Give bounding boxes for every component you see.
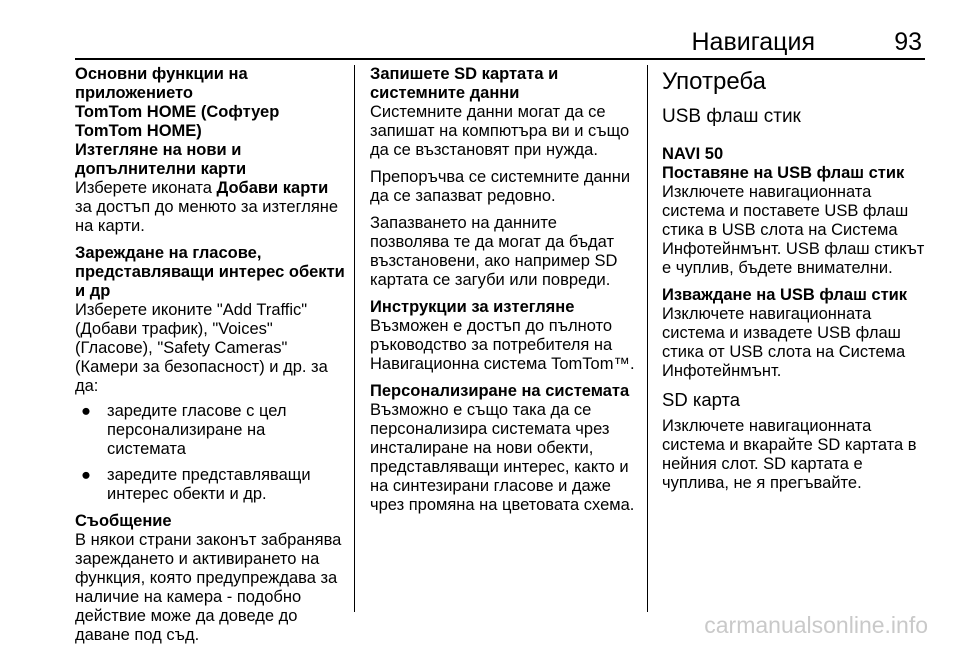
paragraph-personalize: Възможно е също така да се персонализира системата чрез инсталиране на нови обекти, представляващи интерес, както и на синтезирани гласове и даже чрез промяна на цветовата схема. (370, 401, 635, 514)
heading-navi-50: NAVI 50 (662, 145, 724, 163)
add-maps-label: Добави карти (216, 179, 329, 197)
column-divider (647, 65, 648, 612)
paragraph-icons: Изберете иконите "Add Traffic" (Добави трафик), "Voices" (Гласове), "Safety Cameras" (Камери за безопасност) и др. за да: (75, 301, 328, 395)
paragraph-backup-2: Препоръчва се системните данни да се запазват редовно. (370, 168, 631, 205)
column-divider (354, 65, 355, 612)
paragraph-remove-usb: Изключете навигационната система и извадете USB флаш стика от USB слота на Система Инфотейнмънт. (662, 305, 906, 380)
heading-message: Съобщение (75, 512, 172, 530)
heading-remove-usb: Изваждане на USB флаш стик (662, 286, 908, 304)
paragraph-backup-3: Запазването на данните позволява те да могат да бъдат възстановени, ако например SD картата се загуби или повреди. (370, 214, 618, 289)
bullet-icon: ● (81, 402, 91, 420)
paragraph-download-manual: Възможен е достъп до пълното ръководство за потребителя на Навигационна система TomTom™. (370, 317, 635, 373)
paragraph-insert-usb: Изключете навигационната система и поставете USB флаш стика в USB слота на Система Инфотейнмънт. USB флаш стикът е чуплив, бъдете внимателни. (662, 183, 925, 277)
paragraph-download-maps: Изберете иконата Добави карти за достъп до менюто за изтегляне на карти. (75, 179, 339, 235)
heading-personalize: Персонализиране на системата (370, 382, 630, 400)
list-item: ● заредите гласове с цел персонализиране на системата (81, 402, 287, 458)
page-header (75, 10, 925, 60)
heading-tomtom-home: TomTom HOME (Софтуер TomTom HOME) (75, 103, 280, 140)
list-item: ● заредите представляващи интерес обекти и др. (81, 466, 311, 503)
column-1 (75, 65, 347, 645)
column-3 (662, 65, 927, 493)
heading-insert-usb: Поставяне на USB флаш стик (662, 164, 905, 182)
heading-usb-stick: USB флаш стик (662, 106, 801, 127)
watermark: carmanualsonline.info (704, 612, 928, 638)
heading-sd-card: SD карта (662, 389, 741, 410)
bullet-list (75, 402, 347, 504)
bullet-icon: ● (81, 466, 91, 484)
header-rule (75, 58, 925, 60)
section-title: Навигация (691, 28, 815, 56)
heading-app-features: Основни функции на приложението (75, 65, 248, 102)
paragraph-backup-1: Системните данни могат да се запишат на компютъра ви и също да се възстановят при нужда. (370, 103, 630, 159)
heading-load-voices: Зареждане на гласове, представляващи интерес обекти и др (75, 244, 345, 300)
page-number: 93 (894, 28, 922, 56)
column-2 (370, 65, 638, 515)
heading-download-manual: Инструкции за изтегляне (370, 298, 575, 316)
paragraph-sd-card: Изключете навигационната система и вкарайте SD картата в нейния слот. SD картата е чуплива, не я прегъвайте. (662, 417, 917, 492)
heading-backup: Запишете SD картата и системните данни (370, 65, 559, 102)
heading-download-maps: Изтегляне на нови и допълнителни карти (75, 141, 247, 178)
paragraph-message: В някои страни законът забранява зареждането и активирането на функция, която предупреждава за наличие на камера - подобно действие може да доведе до даване под съд. (75, 531, 342, 644)
heading-usage: Употреба (662, 68, 766, 95)
